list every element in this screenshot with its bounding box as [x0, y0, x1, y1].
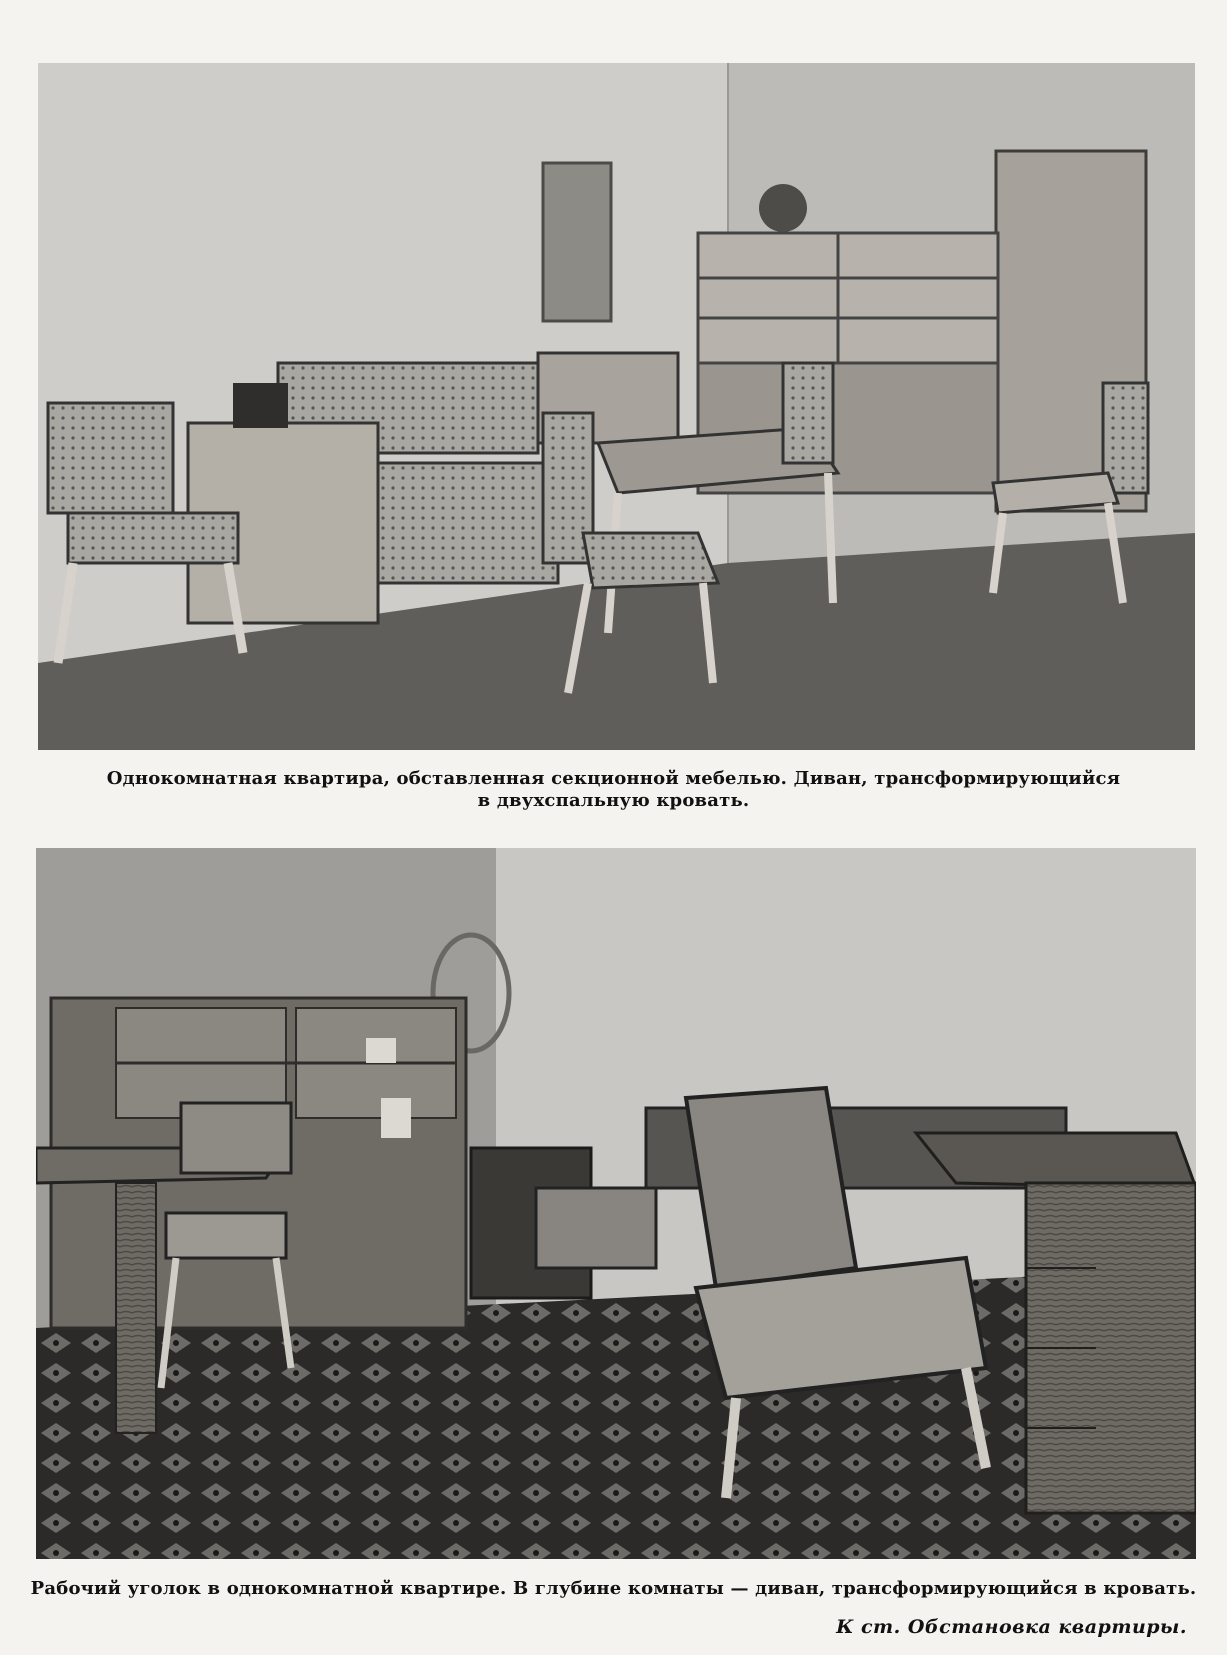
- photo-living-room: [38, 63, 1195, 750]
- work-corner-illustration: [36, 848, 1196, 1559]
- caption-top-line1: Однокомнатная квартира, обставленная секционной мебелью. Диван, трансформирующийся: [106, 768, 1121, 789]
- caption-top-line2: в двухспальную кровать.: [477, 790, 750, 811]
- caption-bottom: Рабочий уголок в однокомнатной квартире. В глубине комнаты — диван, трансформирующийся в кровать.: [30, 1578, 1197, 1599]
- photo-work-corner: [36, 848, 1196, 1559]
- caption-top: [0, 768, 1227, 812]
- article-credit: К ст. Обстановка квартиры.: [836, 1616, 1187, 1638]
- living-room-illustration: [38, 63, 1195, 750]
